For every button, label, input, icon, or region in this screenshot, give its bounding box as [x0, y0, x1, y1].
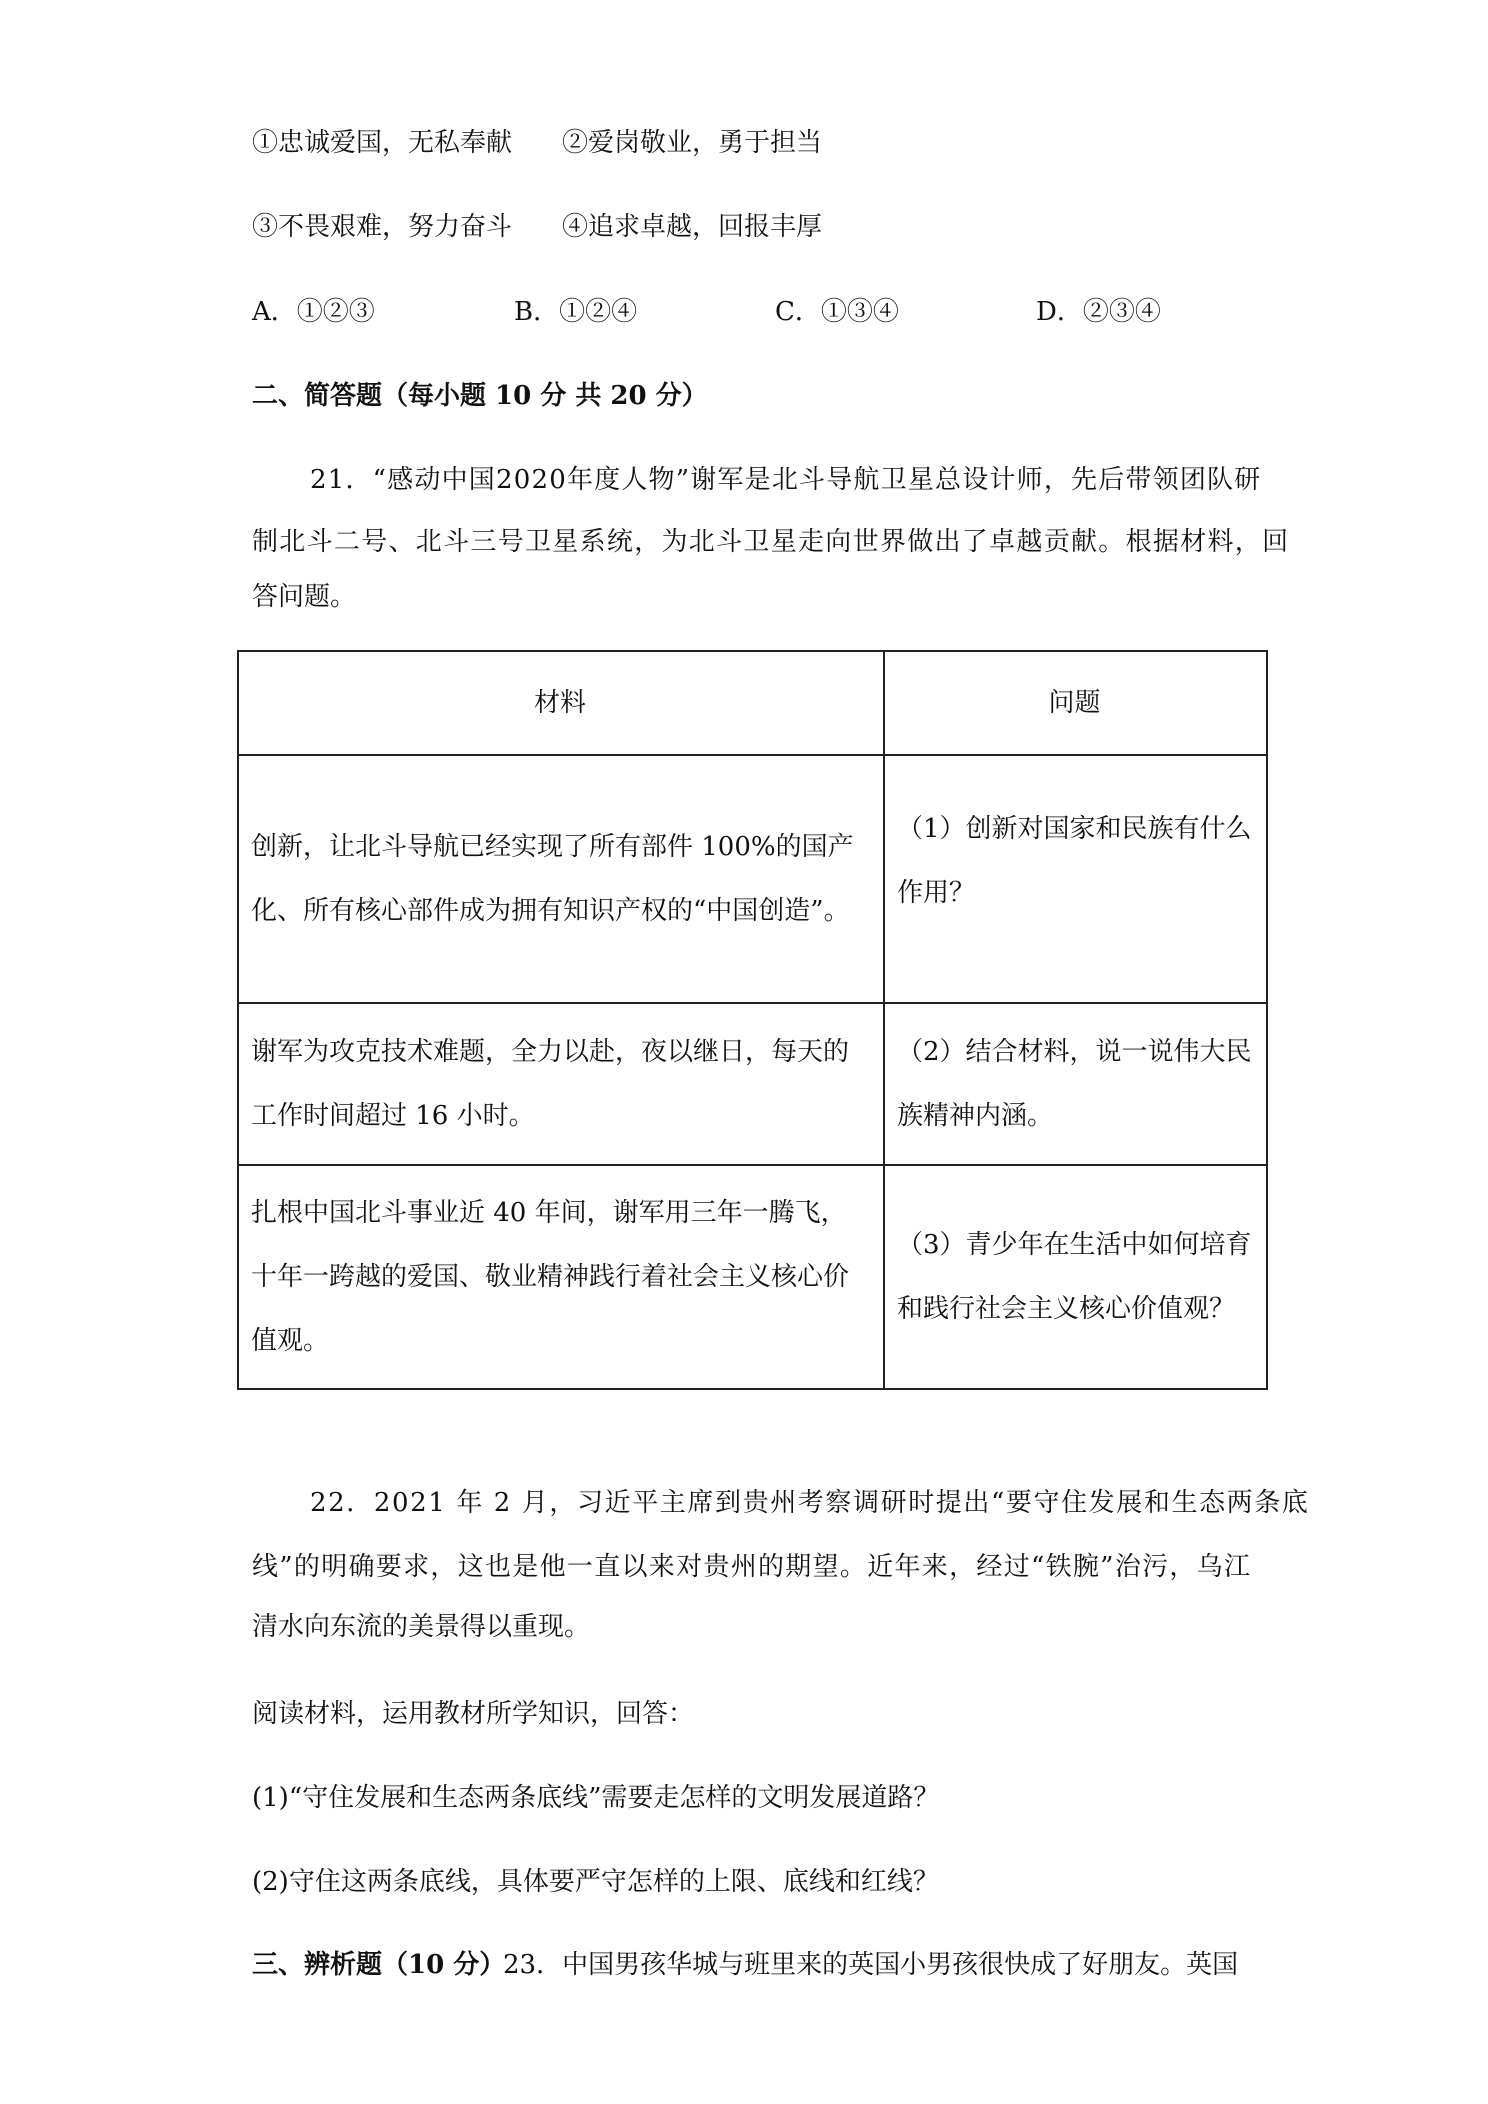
question-22-line-2: 线”的明确要求，这也是他一直以来对贵州的期望。近年来，经过“铁腕”治污，乌江 [252, 1552, 1252, 1582]
material-text-1: 创新，让北斗导航已经实现了所有部件 100%的国产化、所有核心部件成为拥有知识产权的“中国创造”。 [251, 832, 854, 926]
material-text-2: 谢军为攻克技术难题，全力以赴，夜以继日，每天的工作时间超过 16 小时。 [251, 1037, 850, 1131]
table-cell-question [884, 1003, 1267, 1165]
question-23-start: 23．中国男孩华城与班里来的英国小男孩很快成了好朋友。英国 [503, 1950, 1239, 1980]
table-row [238, 1165, 1267, 1389]
choice-item-1: ①忠诚爱国，无私奉献 [252, 128, 513, 158]
material-text-3: 扎根中国北斗事业近 40 年间，谢军用三年一腾飞，十年一跨越的爱国、敬业精神践行着社会主义核心价值观。 [251, 1198, 850, 1356]
question-text-2: （2）结合材料，说一说伟大民族精神内涵。 [897, 1037, 1252, 1131]
question-22-sub-1: (1)“守住发展和生态两条底线”需要走怎样的文明发展道路？ [252, 1783, 940, 1813]
choice-item-3: ③不畏艰难，努力奋斗 [252, 212, 513, 242]
question-21-line-2: 制北斗二号、北斗三号卫星系统，为北斗卫星走向世界做出了卓越贡献。根据材料，回 [252, 527, 1290, 557]
option-b: B．①②④ [514, 297, 638, 327]
table-header-material: 材料 [238, 651, 884, 755]
material-question-table [237, 650, 1268, 1390]
choice-item-4: ④追求卓越，回报丰厚 [562, 212, 823, 242]
question-22-sub-2: (2)守住这两条底线，具体要严守怎样的上限、底线和红线？ [252, 1867, 939, 1897]
table-cell-material [238, 755, 884, 1003]
table-header-row [238, 651, 1267, 755]
table-cell-material [238, 1003, 884, 1165]
table-header-question: 问题 [884, 651, 1267, 755]
option-c: C．①③④ [775, 297, 899, 327]
option-a: A．①②③ [252, 297, 375, 327]
question-21-line-1: 21．“感动中国2020年度人物”谢军是北斗导航卫星总设计师，先后带领团队研 [310, 465, 1262, 495]
question-22-line-3: 清水向东流的美景得以重现。 [252, 1612, 591, 1642]
question-22-instruction: 阅读材料，运用教材所学知识，回答： [252, 1699, 695, 1729]
question-text-3: （3）青少年在生活中如何培育和践行社会主义核心价值观？ [897, 1230, 1252, 1324]
table-cell-material [238, 1165, 884, 1389]
section-heading-short-answer: 二、简答题（每小题 10 分 共 20 分） [252, 381, 708, 411]
table-cell-question [884, 1165, 1267, 1389]
table-row [238, 755, 1267, 1003]
choice-item-2: ②爱岗敬业，勇于担当 [562, 128, 823, 158]
section-heading-analysis: 三、辨析题（10 分） [252, 1950, 506, 1980]
table-row [238, 1003, 1267, 1165]
option-d: D．②③④ [1036, 297, 1161, 327]
question-text-1: （1）创新对国家和民族有什么作用？ [897, 814, 1252, 908]
question-21-line-3: 答问题。 [252, 582, 357, 612]
table-cell-question [884, 755, 1267, 1003]
question-22-line-1: 22．2021 年 2 月，习近平主席到贵州考察调研时提出“要守住发展和生态两条底 [310, 1488, 1310, 1518]
